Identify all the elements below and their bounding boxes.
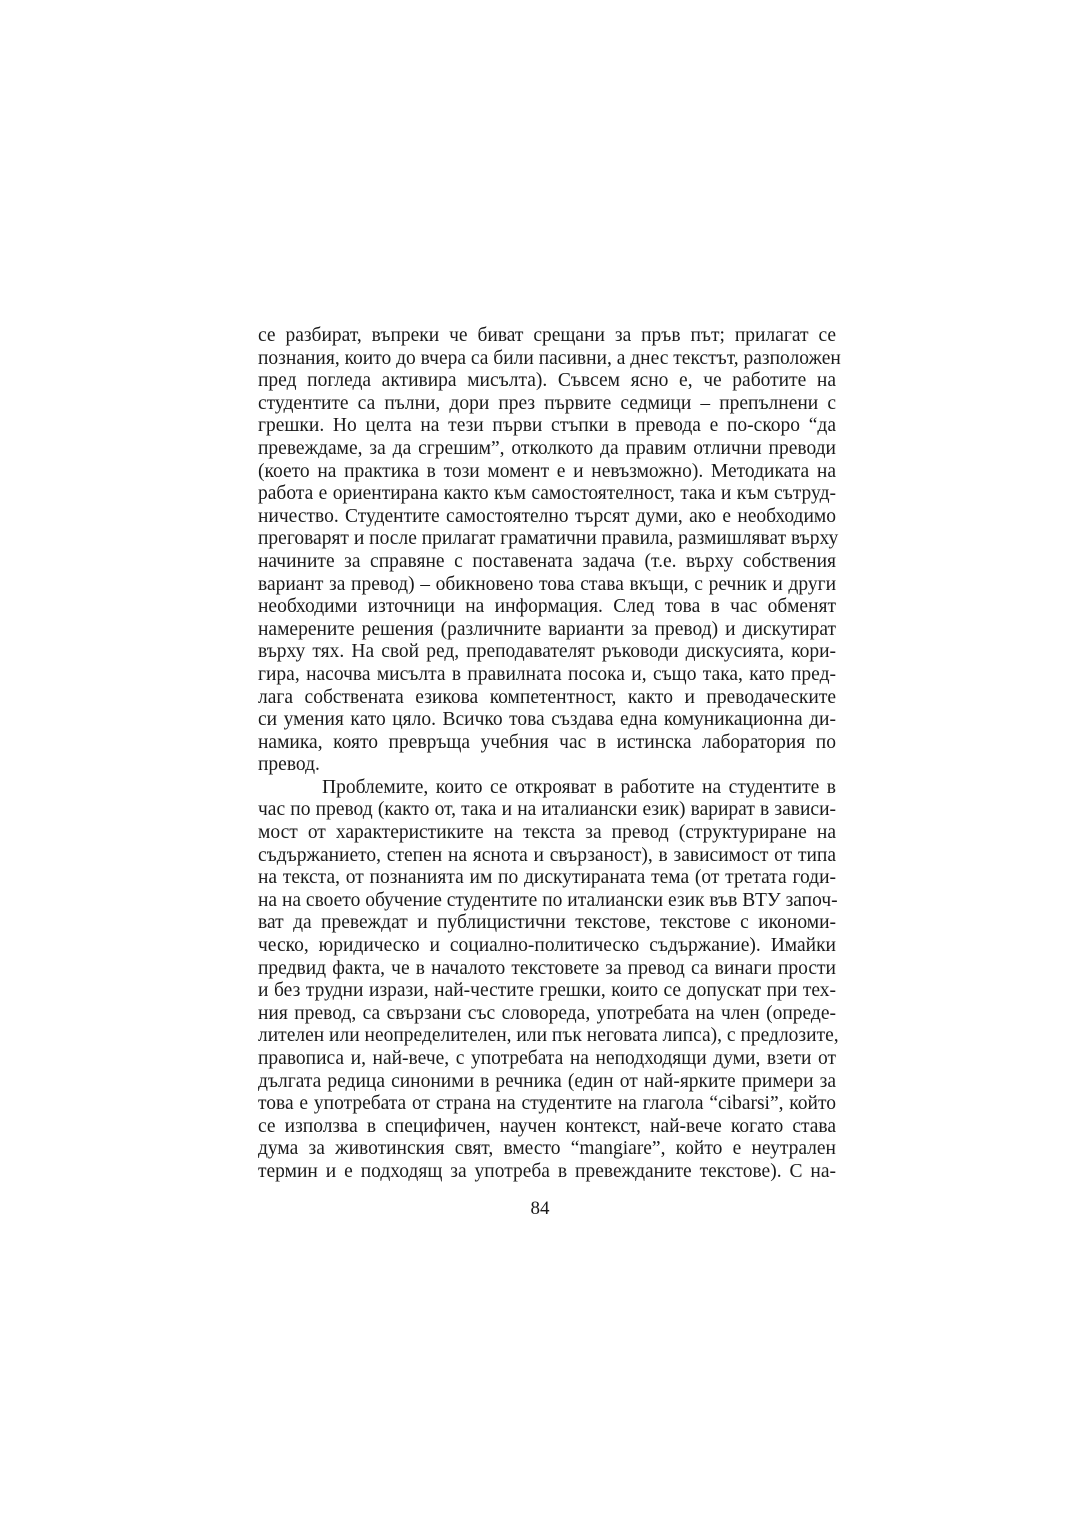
text-line: намерените решения (различните варианти за превод) и дискутират	[258, 618, 836, 640]
text-line: Проблемите, които се открояват в работите на студентите в	[322, 776, 836, 798]
page-number: 84	[530, 1198, 550, 1219]
text-line: необходими източници на информация. След това в час обменят	[258, 596, 836, 618]
text-line: превод.	[258, 754, 320, 776]
text-line: превеждаме, за да сгрешим”, отколкото да правим отлични преводи	[258, 437, 836, 459]
text-line: ничество. Студентите самостоятелно търсят думи, ако е необходимо	[258, 505, 836, 527]
text-line: преговарят и после прилагат граматични правила, размишляват върху	[258, 528, 839, 550]
text-line: се използва в специфичен, научен контекст, най-вече когато става	[258, 1115, 836, 1137]
text-line: дългата редица синоними в речника (един от най-ярките примери за	[258, 1070, 836, 1092]
text-line: гира, насочва мисълта в правилната посока и, също така, като пред-	[258, 663, 836, 685]
text-line: грешки. Но целта на тези първи стъпки в превода е по-скоро “да	[258, 415, 836, 437]
text-line: лителен или неопределителен, или пък неговата липса), с предлозите,	[258, 1025, 839, 1047]
text-line: час по превод (както от, така и на италиански език) варират в зависи-	[258, 799, 836, 821]
text-line: съдържанието, степен на яснота и свързаност), в зависимост от типа	[258, 844, 836, 866]
text-line: работа е ориентирана както към самостоятелност, така и към сътруд-	[258, 483, 836, 505]
text-line: мост от характеристиките на текста за превод (структуриране на	[258, 822, 836, 844]
text-line: познания, които до вчера са били пасивни, а днес текстът, разположен	[258, 347, 841, 369]
text-line: пред погледа активира мисълта). Съвсем ясно е, че работите на	[258, 370, 836, 392]
text-line: лага собствената езикова компетентност, както и преводаческите	[258, 686, 836, 708]
text-line: ват да превеждат и публицистични текстове, текстове с икономи-	[258, 912, 836, 934]
text-line: (което на практика в този момент е и невъзможно). Методиката на	[258, 460, 836, 482]
text-line: начините за справяне с поставената задача (т.е. върху собствения	[258, 550, 836, 572]
text-line: ческо, юридическо и социално-политическо съдържание). Имайки	[258, 935, 836, 957]
text-line: правописа и, най-вече, с употребата на неподходящи думи, взети от	[258, 1048, 836, 1069]
text-line: студентите са пълни, дори през първите седмици – препълнени с	[258, 392, 836, 414]
text-line: върху тях. На свой ред, преподавателят ръководи дискусията, кори-	[258, 641, 836, 663]
text-line: ния превод, са свързани със словореда, употребата на член (опреде-	[258, 1002, 836, 1024]
text-line: това е употребата от страна на студентите на глагола “cibarsi”, който	[258, 1093, 836, 1115]
text-line: вариант за превод) – обикновено това става вкъщи, с речник и други	[258, 573, 836, 595]
text-line: на текста, от познанията им по дискутираната тема (от третата годи-	[258, 867, 836, 889]
text-line: намика, която превръща учебния час в истинска лаборатория по	[258, 731, 836, 753]
paragraph-2	[258, 776, 839, 1184]
text-line: и без трудни изрази, най-честите грешки, които се допускат при тех-	[258, 980, 836, 1002]
paragraph-1	[258, 325, 841, 777]
text-line: предвид факта, че в началото текстовете за превод са винаги прости	[258, 957, 836, 979]
text-line: се разбират, въпреки че биват срещани за пръв път; прилагат се	[258, 325, 836, 346]
text-line: на на своето обучение студентите по италиански език във ВТУ започ-	[258, 889, 838, 911]
body-text	[258, 325, 841, 1184]
text-line: дума за животинския свят, вместо “mangiare”, който е неутрален	[258, 1138, 836, 1160]
text-line: термин и е подходящ за употреба в превежданите текстове). С на-	[258, 1160, 836, 1182]
text-line: си умения като цяло. Всичко това създава една комуникационна ди-	[258, 709, 836, 731]
